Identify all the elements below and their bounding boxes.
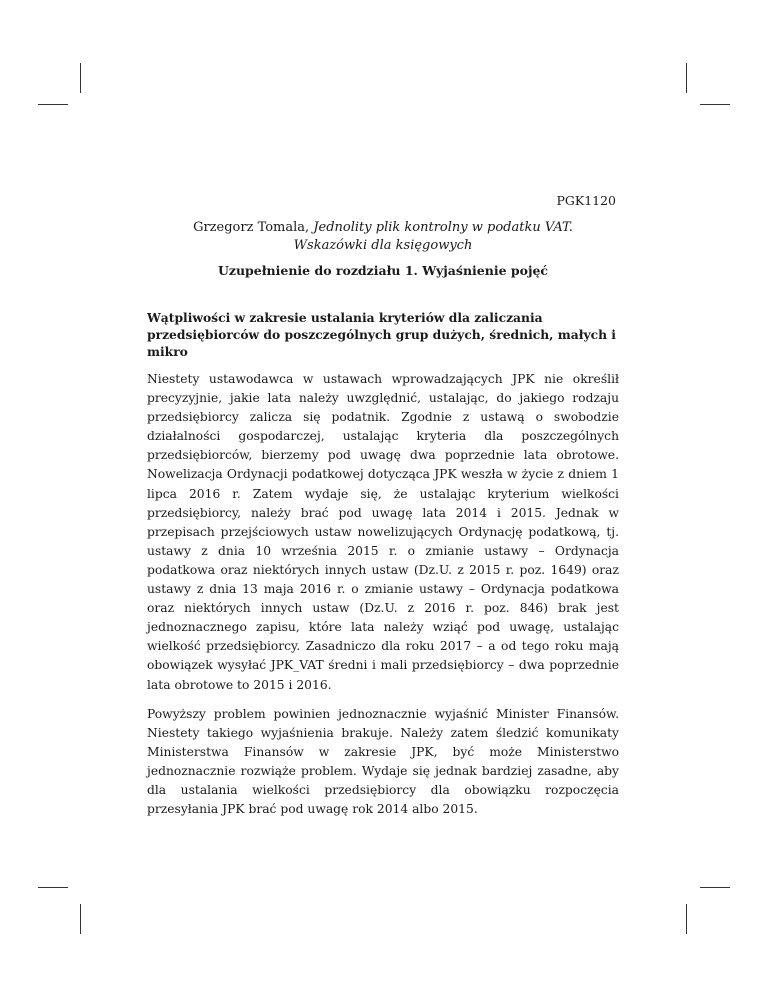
- article-heading: Wątpliwości w zakresie ustalania kryteriów dla zaliczania przedsiębiorców do poszczególnych grup dużych, średnich, małych i mikro: [147, 310, 616, 359]
- paragraph-1: Niestety ustawodawca w ustawach wprowadzających JPK nie określił precyzyjnie, jakie lata należy uwzględnić, ustalając, do jakiego rodzaju przedsiębiorcy zalicza się podatnik. Zgodnie z ustawą o swobodzie działalności gospodarczej, ustalając kryteria dla poszczególnych przedsiębiorców, bierzemy pod uwagę dwa poprzednie lata obrotowe. Nowelizacja Ordynacji podatkowej dotycząca JPK weszła w życie z dniem 1 lipca 2016 r. Zatem wydaje się, że ustalając kryterium wielkości przedsiębiorcy, należy brać pod uwagę lata 2014 i 2015. Jednak w przepisach przejściowych ustaw nowelizujących Ordynację podatkową, tj. ustawy z dnia 10 września 2015 r. o zmianie ustawy – Ordynacja podatkowa oraz niektórych innych ustaw (Dz.U. z 2015 r. poz. 1649) oraz ustawy z dnia 13 maja 2016 r. o zmianie ustawy – Ordynacja podatkowa oraz niektórych innych ustaw (Dz.U. z 2016 r. poz. 846) brak jest jednoznacznego zapisu, które lata należy wziąć pod uwagę, ustalając wielkość przedsiębiorcy. Zasadniczo dla roku 2017 – a od tego roku mają obowiązek wysyłać JPK_VAT średni i mali przedsiębiorcy – dwa poprzednie lata obrotowe to 2015 i 2016.: [147, 372, 619, 692]
- book-title-part-1: Jednolity plik kontrolny w podatku VAT.: [313, 220, 573, 235]
- author-line-1: [140, 219, 626, 237]
- paragraph-2: Powyższy problem powinien jednoznacznie wyjaśnić Minister Finansów. Niestety takiego wyjaśnienia brakuje. Należy zatem śledzić komunikaty Ministerstwa Finansów w zakresie JPK, być może Ministerstwo jednoznacznie rozwiąże problem. Wydaje się jednak bardziej zasadne, aby dla ustalania wielkości przedsiębiorcy dla obowiązku rozpoczęcia przesyłania JPK brać pod uwagę rok 2014 albo 2015.: [147, 706, 619, 817]
- crop-mark-bottom-right-horizontal: [700, 887, 730, 888]
- crop-mark-bottom-left-vertical: [80, 904, 81, 934]
- crop-mark-top-right-vertical: [686, 63, 687, 93]
- crop-mark-bottom-left-horizontal: [38, 887, 68, 888]
- book-title-part-2: Wskazówki dla księgowych: [293, 238, 473, 253]
- author-name: Grzegorz Tomala,: [193, 220, 314, 235]
- crop-mark-top-left-vertical: [80, 63, 81, 93]
- crop-mark-bottom-right-vertical: [686, 904, 687, 934]
- crop-mark-top-left-horizontal: [38, 104, 68, 105]
- author-citation: [140, 219, 626, 255]
- crop-mark-top-right-horizontal: [700, 104, 730, 105]
- article-body: [147, 309, 619, 829]
- document-code: PGK1120: [556, 193, 616, 208]
- section-title: Uzupełnienie do rozdziału 1. Wyjaśnienie pojęć: [217, 263, 549, 278]
